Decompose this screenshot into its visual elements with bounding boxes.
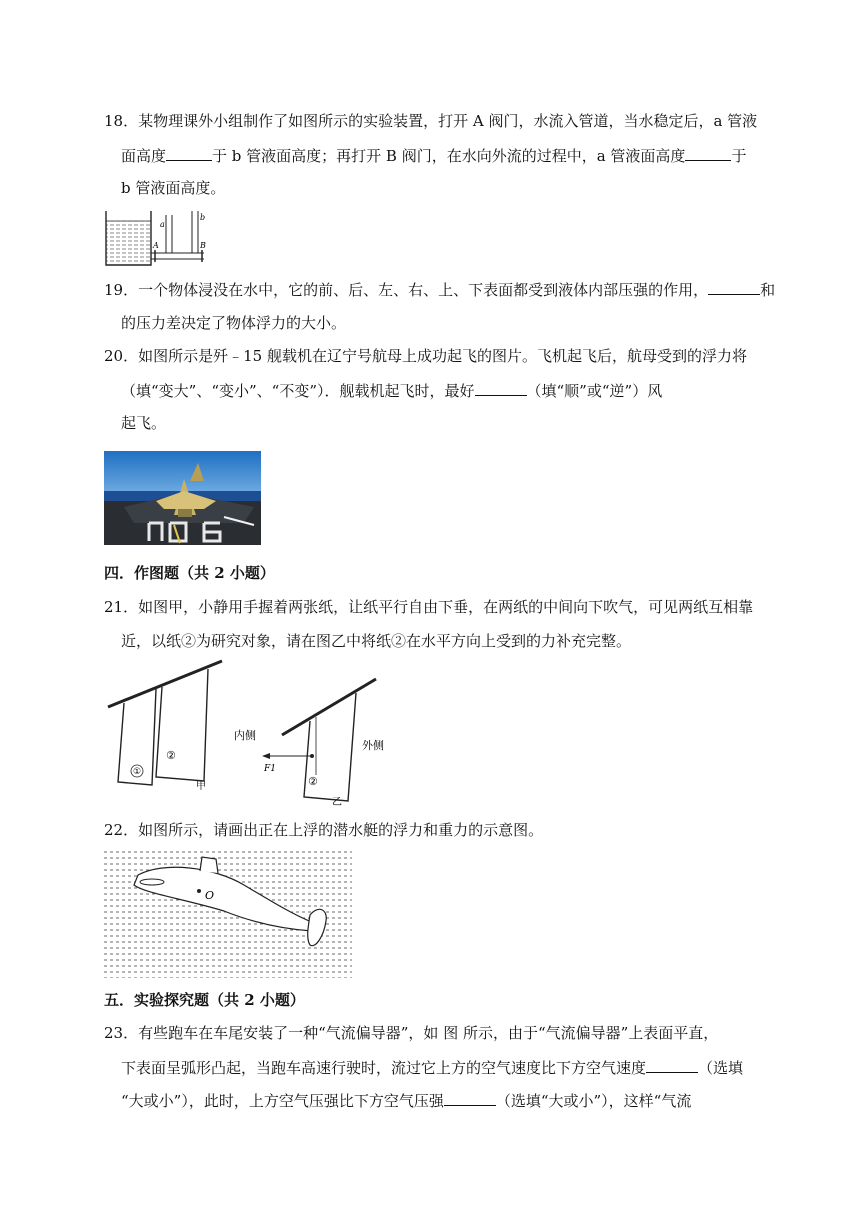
q20-line3: 起飞。 <box>121 414 167 432</box>
q22-submarine-tower <box>200 857 218 873</box>
q18-blank-1[interactable] <box>166 145 212 161</box>
q18-label-a: a <box>160 220 165 229</box>
q23-blank-1[interactable] <box>646 1057 698 1073</box>
q18-line3: b 管液面高度。 <box>121 179 226 197</box>
q19-blank-1[interactable] <box>708 279 760 295</box>
q23-line3: “大或小”），此时，上方空气压强比下方空气压强 （选填“大或小”），这样“气流 <box>121 1092 692 1110</box>
q19-line2: 的压力差决定了物体浮力的大小。 <box>121 314 347 332</box>
q20-line1: 20．如图所示是歼﹣15 舰载机在辽宁号航母上成功起飞的图片。飞机起飞后，航母受到的浮力将 <box>104 347 747 365</box>
q21-line2: 近，以纸②为研究对象，请在图乙中将纸②在水平方向上受到的力补充完整。 <box>121 632 632 650</box>
q18-label-b: b <box>200 213 206 222</box>
q18-water <box>106 221 151 265</box>
q22-submarine-diagram <box>104 849 352 978</box>
q21-label-outer: 外侧 <box>362 739 384 752</box>
q21-label-f1: F1 <box>264 764 276 774</box>
q21-label-paper1: ① <box>133 767 142 777</box>
q21-label-paper2b: ② <box>308 775 318 788</box>
q20-line2: （填“变大”、“变小”、“不变”）．舰载机起飞时，最好 （填“顺”或“逆”）风 <box>121 382 663 400</box>
q18-container-diagram <box>104 207 214 269</box>
q23-line1: 23．有些跑车在车尾安装了一种“气流偏导器”，如 图 所示，由于“气流偏导器”上表面平直， <box>104 1024 719 1042</box>
section-5-title: 五．实验探究题（共 2 小题） <box>104 991 305 1009</box>
q22-label-o: O <box>205 889 215 902</box>
q20-blank-1[interactable] <box>475 380 527 396</box>
q18-blank-2[interactable] <box>685 145 731 161</box>
q18-label-A: A <box>153 241 159 250</box>
q22-line1: 22．如图所示，请画出正在上浮的潜水艇的浮力和重力的示意图。 <box>104 821 544 839</box>
section-4-title: 四．作图题（共 2 小题） <box>104 564 275 582</box>
q21-label-paper2: ② <box>166 749 176 762</box>
q21-label-yi: 乙 <box>332 797 342 807</box>
q21-paper-diagram <box>104 657 412 807</box>
q23-line2: 下表面呈弧形凸起，当跑车高速行驶时，流过它上方的空气速度比下方空气速度 （选填 <box>121 1059 744 1077</box>
q21-label-jia: 甲 <box>196 781 206 792</box>
q18-line2: 面高度 于 b 管液面高度；再打开 B 阀门，在水向外流的过程中，a 管液面高度 于 <box>121 147 747 165</box>
q21-line1: 21．如图甲，小静用手握着两张纸，让纸平行自由下垂，在两纸的中间向下吹气，可见两纸互相靠 <box>104 598 754 616</box>
q20-carrier-photo <box>104 451 261 545</box>
q18-line1: 18．某物理课外小组制作了如图所示的实验装置，打开 A 阀门，水流入管道，当水稳定后，a 管液 <box>104 112 758 130</box>
q21-label-inner: 内侧 <box>234 729 256 742</box>
q18-label-B: B <box>200 241 206 250</box>
q19-line1: 19．一个物体浸没在水中，它的前、后、左、右、上、下表面都受到液体内部压强的作用， 和 <box>104 281 776 299</box>
q23-blank-2[interactable] <box>444 1090 496 1106</box>
